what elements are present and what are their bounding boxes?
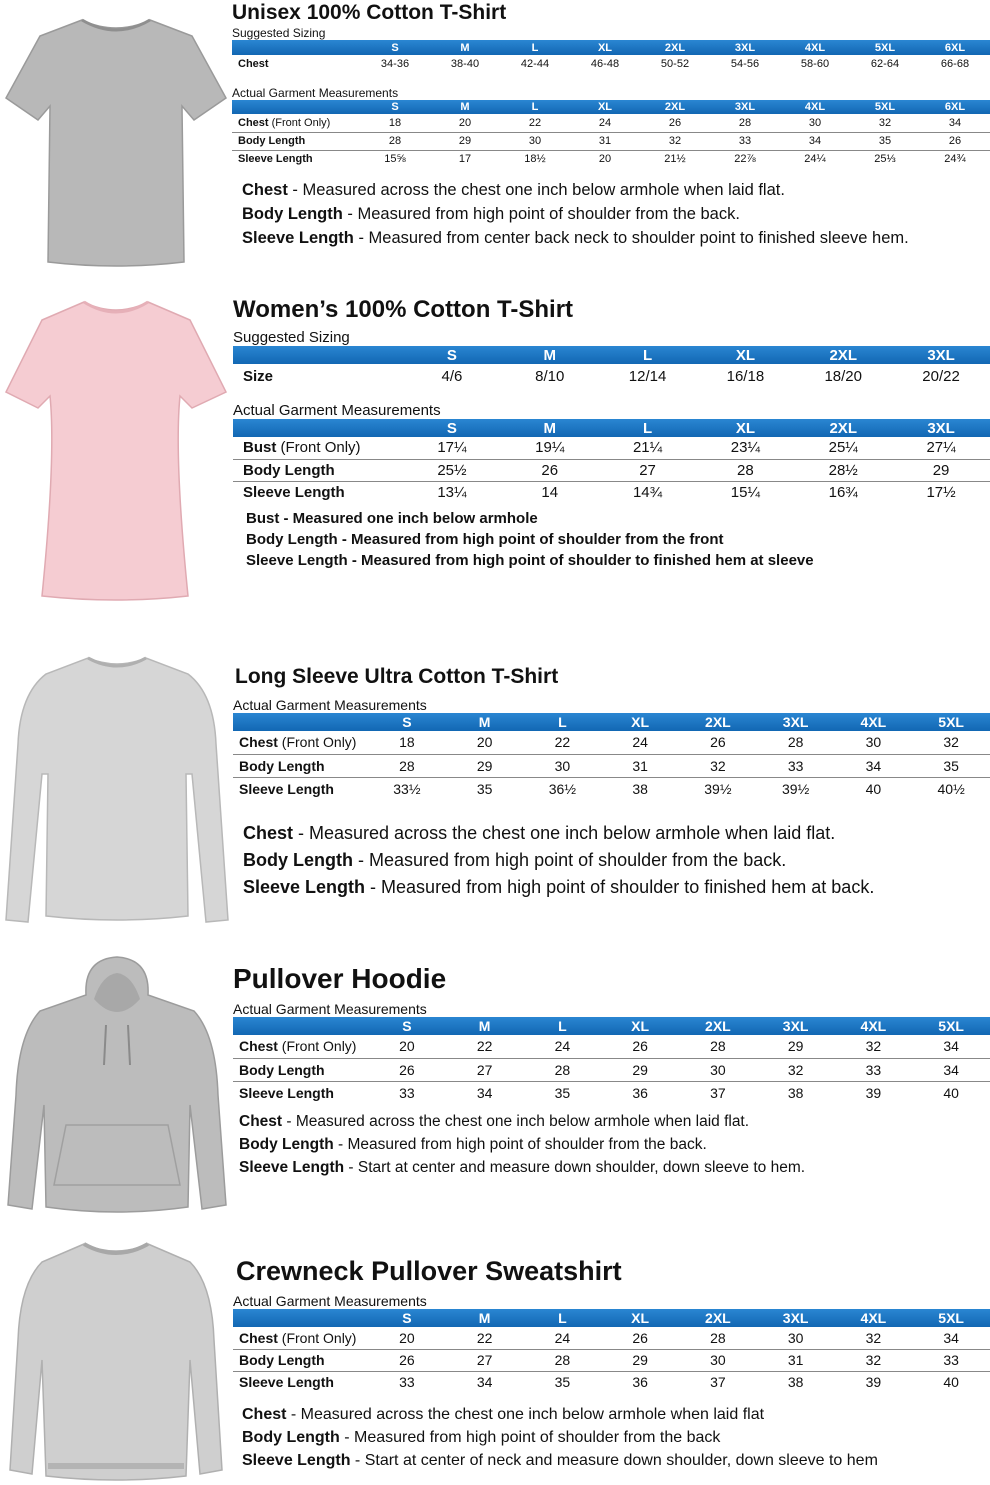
section-title: Unisex 100% Cotton T-Shirt (232, 1, 507, 24)
table-cell: 8/10 (535, 367, 565, 385)
table-cell: 26 (601, 1327, 679, 1349)
actual-measurements-label: Actual Garment Measurements (232, 86, 399, 100)
row-label: Sleeve Length (239, 1084, 334, 1101)
row-label: Sleeve Length (238, 153, 313, 166)
table-row (233, 459, 990, 481)
size-header: 5XL (912, 713, 990, 731)
hoodie-image (4, 955, 230, 1217)
size-header: 4XL (780, 100, 850, 114)
table-cell: 33 (710, 132, 780, 150)
size-header: 3XL (710, 100, 780, 114)
table-row (233, 1081, 990, 1104)
table-cell: 29 (601, 1058, 679, 1081)
table-cell: 30 (757, 1327, 835, 1349)
table-cell: 26 (640, 114, 710, 132)
size-header: 2XL (640, 40, 710, 55)
table-cell: 16¾ (828, 483, 858, 501)
size-header: M (430, 40, 500, 55)
size-header-row (233, 713, 990, 731)
row-label: Body Length (233, 754, 368, 777)
table-cell: 39 (865, 1084, 882, 1101)
table-cell: 29 (446, 754, 524, 777)
size-header: S (368, 1017, 446, 1035)
row-label: Sleeve Length (239, 1374, 334, 1391)
size-header: XL (696, 346, 794, 364)
measurement-notes (233, 1110, 990, 1179)
table-row (232, 132, 990, 150)
table-row (233, 481, 990, 503)
table-cell: 33 (835, 1058, 913, 1081)
size-header: 5XL (850, 40, 920, 55)
table-cell: 37 (710, 1084, 726, 1101)
measurements-table (232, 100, 990, 168)
table-cell: 28 (696, 459, 794, 481)
table-cell: 20 (430, 114, 500, 132)
table-cell: 28 (679, 1327, 757, 1349)
size-header: 2XL (679, 713, 757, 731)
long-sleeve-tshirt-image (4, 654, 230, 926)
table-row (232, 55, 990, 73)
actual-measurements-label: Actual Garment Measurements (233, 402, 441, 419)
suggested-sizing-label: Suggested Sizing (232, 26, 326, 40)
size-header: M (446, 1309, 524, 1327)
size-header: M (501, 419, 599, 437)
table-cell: 22 (446, 1327, 524, 1349)
table-cell: 42-44 (520, 58, 550, 70)
table-row (233, 1349, 990, 1371)
size-header: XL (570, 40, 640, 55)
note-line: Body Length - Measured from high point of shoulder from the back. (239, 1136, 707, 1153)
table-cell: 26 (501, 459, 599, 481)
size-header: S (360, 40, 430, 55)
table-row (232, 114, 990, 132)
table-cell: 24 (524, 1035, 602, 1058)
table-cell: 25½ (403, 459, 501, 481)
table-cell: 29 (892, 459, 990, 481)
size-header: XL (570, 100, 640, 114)
table-cell: 31 (757, 1349, 835, 1371)
table-cell: 35 (850, 132, 920, 150)
table-cell: 19¼ (501, 437, 599, 459)
table-cell: 29 (430, 132, 500, 150)
table-cell: 33 (757, 754, 835, 777)
table-cell: 24 (570, 114, 640, 132)
size-header: 4XL (780, 40, 850, 55)
size-header: 3XL (757, 713, 835, 731)
note-line: Sleeve Length - Measured from high point of shoulder to finished hem at back. (243, 877, 875, 897)
table-cell: 18 (368, 731, 446, 754)
size-header: M (446, 713, 524, 731)
table-cell: 13¼ (437, 483, 467, 501)
suggested-sizing-table (232, 40, 990, 73)
table-cell: 14¾ (632, 483, 663, 501)
table-cell: 27 (599, 459, 697, 481)
table-cell: 32 (850, 114, 920, 132)
table-cell: 18/20 (824, 367, 862, 385)
table-cell: 27¼ (892, 437, 990, 459)
table-cell: 40 (943, 1374, 959, 1391)
table-cell: 21½ (664, 153, 686, 166)
table-cell: 32 (640, 132, 710, 150)
crewneck-sweatshirt-section (0, 1240, 990, 1485)
table-cell: 22 (500, 114, 570, 132)
row-label: Chest (Front Only) (232, 114, 360, 132)
section-title: Long Sleeve Ultra Cotton T-Shirt (235, 665, 559, 688)
size-header: 2XL (679, 1309, 757, 1327)
table-cell: 18½ (524, 153, 546, 166)
table-cell: 36 (632, 1374, 648, 1391)
table-cell: 24¼ (804, 153, 826, 166)
table-row (233, 1035, 990, 1058)
table-cell: 26 (601, 1035, 679, 1058)
table-cell: 28 (368, 754, 446, 777)
table-cell: 30 (835, 731, 913, 754)
table-cell: 38 (632, 780, 648, 797)
size-header: S (403, 419, 501, 437)
note-line: Sleeve Length - Start at center and measure down shoulder, down sleeve to hem. (239, 1159, 806, 1176)
table-cell: 33½ (393, 780, 421, 797)
table-cell: 24¾ (944, 153, 966, 166)
table-cell: 16/18 (726, 367, 765, 385)
row-label: Body Length (233, 1349, 368, 1371)
size-header: 3XL (710, 40, 780, 55)
table-cell: 28 (679, 1035, 757, 1058)
table-row (233, 1371, 990, 1393)
size-header: 6XL (920, 40, 990, 55)
table-cell: 28 (710, 114, 780, 132)
measurements-table (233, 1309, 990, 1393)
measurements-table (233, 1017, 990, 1104)
measurement-notes (233, 508, 990, 571)
table-cell: 46-48 (590, 58, 620, 70)
table-cell: 24 (524, 1327, 602, 1349)
size-header: XL (601, 1017, 679, 1035)
table-cell: 34 (835, 754, 913, 777)
table-cell: 26 (368, 1058, 446, 1081)
row-label: Size (243, 367, 274, 385)
table-cell: 34 (920, 114, 990, 132)
note-line: Bust - Measured one inch below armhole (246, 510, 538, 527)
measurements-table (233, 713, 990, 800)
table-cell: 18 (360, 114, 430, 132)
table-cell: 29 (601, 1349, 679, 1371)
table-cell: 31 (570, 132, 640, 150)
unisex-tshirt-section (0, 0, 990, 280)
note-line: Body Length - Measured from high point of shoulder from the back (242, 1429, 721, 1446)
table-row (233, 731, 990, 754)
long-sleeve-tshirt-section (0, 650, 990, 930)
note-line: Chest - Measured across the chest one inch below armhole when laid flat (242, 1406, 765, 1423)
size-header: 2XL (794, 346, 892, 364)
size-header: XL (601, 713, 679, 731)
table-cell: 15¼ (730, 483, 760, 501)
table-cell: 26 (679, 731, 757, 754)
table-cell: 28 (524, 1058, 602, 1081)
table-cell: 23¼ (696, 437, 794, 459)
table-cell: 25⅓ (874, 153, 896, 166)
row-label: Chest (238, 58, 269, 70)
row-label: Chest (Front Only) (233, 1035, 368, 1058)
table-cell: 39 (865, 1374, 882, 1391)
row-label: Body Length (233, 1058, 368, 1081)
size-header: XL (601, 1309, 679, 1327)
table-cell: 25¼ (794, 437, 892, 459)
table-cell: 34 (476, 1374, 493, 1391)
size-header: 4XL (835, 713, 913, 731)
actual-measurements-label: Actual Garment Measurements (233, 697, 427, 713)
note-line: Body Length - Measured from high point of shoulder from the back. (242, 205, 740, 223)
size-header: 5XL (850, 100, 920, 114)
table-cell: 30 (500, 132, 570, 150)
size-header: 2XL (794, 419, 892, 437)
table-cell: 34 (780, 132, 850, 150)
row-label: Body Length (232, 132, 360, 150)
table-row (233, 437, 990, 459)
table-cell: 30 (780, 114, 850, 132)
table-cell: 39½ (704, 780, 732, 797)
table-cell: 30 (524, 754, 602, 777)
table-cell: 37 (710, 1374, 726, 1391)
size-header: 4XL (835, 1017, 913, 1035)
size-header-row (233, 346, 990, 364)
table-row (233, 1058, 990, 1081)
table-cell: 4/6 (441, 367, 463, 385)
table-cell: 34-36 (380, 58, 410, 70)
size-header: 5XL (912, 1017, 990, 1035)
section-title: Women’s 100% Cotton T-Shirt (233, 296, 574, 323)
row-label: Chest (Front Only) (233, 731, 368, 754)
table-cell: 20 (368, 1035, 446, 1058)
table-cell: 38 (787, 1374, 804, 1391)
table-cell: 27 (446, 1058, 524, 1081)
size-header: M (446, 1017, 524, 1035)
size-header: S (368, 713, 446, 731)
size-header-row (233, 1309, 990, 1327)
size-header: 6XL (920, 100, 990, 114)
row-label: Chest (Front Only) (233, 1327, 368, 1349)
table-cell: 26 (368, 1349, 446, 1371)
table-cell: 32 (912, 731, 990, 754)
table-cell: 34 (912, 1327, 990, 1349)
table-cell: 30 (679, 1349, 757, 1371)
table-cell: 58-60 (800, 58, 830, 70)
size-header-row (233, 419, 990, 437)
table-cell: 17 (458, 153, 472, 166)
suggested-sizing-table (233, 346, 990, 388)
note-line: Sleeve Length - Measured from center back neck to shoulder point to finished sleeve hem. (242, 229, 909, 247)
table-cell: 66-68 (940, 58, 970, 70)
table-cell: 17½ (926, 483, 956, 501)
table-cell: 33 (399, 1084, 415, 1101)
table-cell: 28½ (794, 459, 892, 481)
row-label: Body Length (233, 459, 403, 481)
table-cell: 33 (399, 1374, 415, 1391)
table-cell: 33 (912, 1349, 990, 1371)
size-header: 4XL (835, 1309, 913, 1327)
table-cell: 14 (541, 483, 559, 501)
measurement-notes (232, 178, 990, 250)
table-cell: 20 (368, 1327, 446, 1349)
size-header: L (599, 346, 697, 364)
size-header-row (233, 1017, 990, 1035)
table-cell: 38-40 (450, 58, 480, 70)
crewneck-sweatshirt-image (4, 1240, 228, 1484)
table-cell: 32 (835, 1327, 913, 1349)
size-header: L (599, 419, 697, 437)
size-header: S (403, 346, 501, 364)
size-header: 3XL (757, 1017, 835, 1035)
table-cell: 15⅝ (384, 153, 406, 166)
table-cell: 31 (601, 754, 679, 777)
row-label: Sleeve Length (239, 780, 334, 797)
table-cell: 34 (912, 1035, 990, 1058)
table-cell: 24 (601, 731, 679, 754)
hoodie-section (0, 955, 990, 1220)
table-cell: 34 (912, 1058, 990, 1081)
size-header: 3XL (757, 1309, 835, 1327)
table-cell: 28 (524, 1349, 602, 1371)
measurement-notes (233, 820, 990, 901)
actual-measurements-label: Actual Garment Measurements (233, 1293, 427, 1309)
table-row (233, 754, 990, 777)
table-cell: 20 (446, 731, 524, 754)
size-header: M (430, 100, 500, 114)
table-cell: 26 (920, 132, 990, 150)
size-header-row (232, 100, 990, 114)
size-header: 3XL (892, 346, 990, 364)
table-row (233, 364, 990, 388)
unisex-tshirt-image (4, 6, 228, 268)
measurements-table (233, 419, 990, 503)
table-cell: 32 (835, 1349, 913, 1371)
table-cell: 20 (598, 153, 612, 166)
table-cell: 28 (757, 731, 835, 754)
section-title: Crewneck Pullover Sweatshirt (236, 1256, 622, 1286)
table-cell: 22 (446, 1035, 524, 1058)
table-cell: 20/22 (922, 367, 960, 385)
table-row (232, 150, 990, 168)
note-line: Chest - Measured across the chest one inch below armhole when laid flat. (239, 1113, 750, 1130)
table-cell: 35 (554, 1084, 571, 1101)
note-line: Chest - Measured across the chest one inch below armhole when laid flat. (242, 181, 785, 199)
womens-tshirt-section (0, 290, 990, 610)
table-row (233, 777, 990, 800)
note-line: Body Length - Measured from high point of shoulder from the front (246, 531, 724, 548)
table-cell: 17¼ (403, 437, 501, 459)
measurement-notes (233, 1403, 990, 1472)
table-row (233, 1327, 990, 1349)
size-header: S (360, 100, 430, 114)
size-header: XL (696, 419, 794, 437)
size-header: L (524, 1309, 602, 1327)
table-cell: 38 (787, 1084, 804, 1101)
size-header: 3XL (892, 419, 990, 437)
table-cell: 32 (835, 1035, 913, 1058)
size-header: 5XL (912, 1309, 990, 1327)
actual-measurements-label: Actual Garment Measurements (233, 1001, 427, 1017)
size-header: L (524, 713, 602, 731)
size-header: 2XL (679, 1017, 757, 1035)
table-cell: 30 (679, 1058, 757, 1081)
size-header: L (500, 40, 570, 55)
table-cell: 32 (679, 754, 757, 777)
table-cell: 50-52 (660, 58, 690, 70)
table-cell: 29 (757, 1035, 835, 1058)
size-header-row (232, 40, 990, 55)
note-line: Chest - Measured across the chest one inch below armhole when laid flat. (243, 823, 836, 843)
womens-tshirt-image (4, 296, 228, 602)
size-header: S (368, 1309, 446, 1327)
table-cell: 35 (554, 1374, 571, 1391)
table-cell: 32 (757, 1058, 835, 1081)
note-line: Body Length - Measured from high point of shoulder from the back. (243, 850, 787, 870)
size-header: M (501, 346, 599, 364)
table-cell: 36½ (548, 780, 576, 797)
table-cell: 39½ (782, 780, 810, 797)
row-label: Bust (Front Only) (233, 437, 403, 459)
table-cell: 34 (476, 1084, 493, 1101)
row-label: Sleeve Length (243, 483, 345, 501)
table-cell: 28 (360, 132, 430, 150)
table-cell: 40 (943, 1084, 959, 1101)
table-cell: 27 (446, 1349, 524, 1371)
table-cell: 54-56 (730, 58, 760, 70)
table-cell: 40½ (937, 780, 965, 797)
note-line: Sleeve Length - Measured from high point of shoulder to finished hem at sleeve (246, 552, 814, 569)
size-header: 2XL (640, 100, 710, 114)
size-header: L (500, 100, 570, 114)
table-cell: 12/14 (628, 367, 667, 385)
table-cell: 22⅞ (734, 153, 756, 166)
table-cell: 36 (632, 1084, 648, 1101)
size-header: L (524, 1017, 602, 1035)
table-cell: 35 (476, 780, 493, 797)
suggested-sizing-label: Suggested Sizing (233, 329, 350, 346)
table-cell: 40 (865, 780, 882, 797)
table-cell: 62-64 (870, 58, 900, 70)
table-cell: 22 (524, 731, 602, 754)
note-line: Sleeve Length - Start at center of neck and measure down shoulder, down sleeve to hem (242, 1452, 878, 1469)
table-cell: 21¼ (599, 437, 697, 459)
table-cell: 35 (912, 754, 990, 777)
section-title: Pullover Hoodie (233, 963, 447, 994)
